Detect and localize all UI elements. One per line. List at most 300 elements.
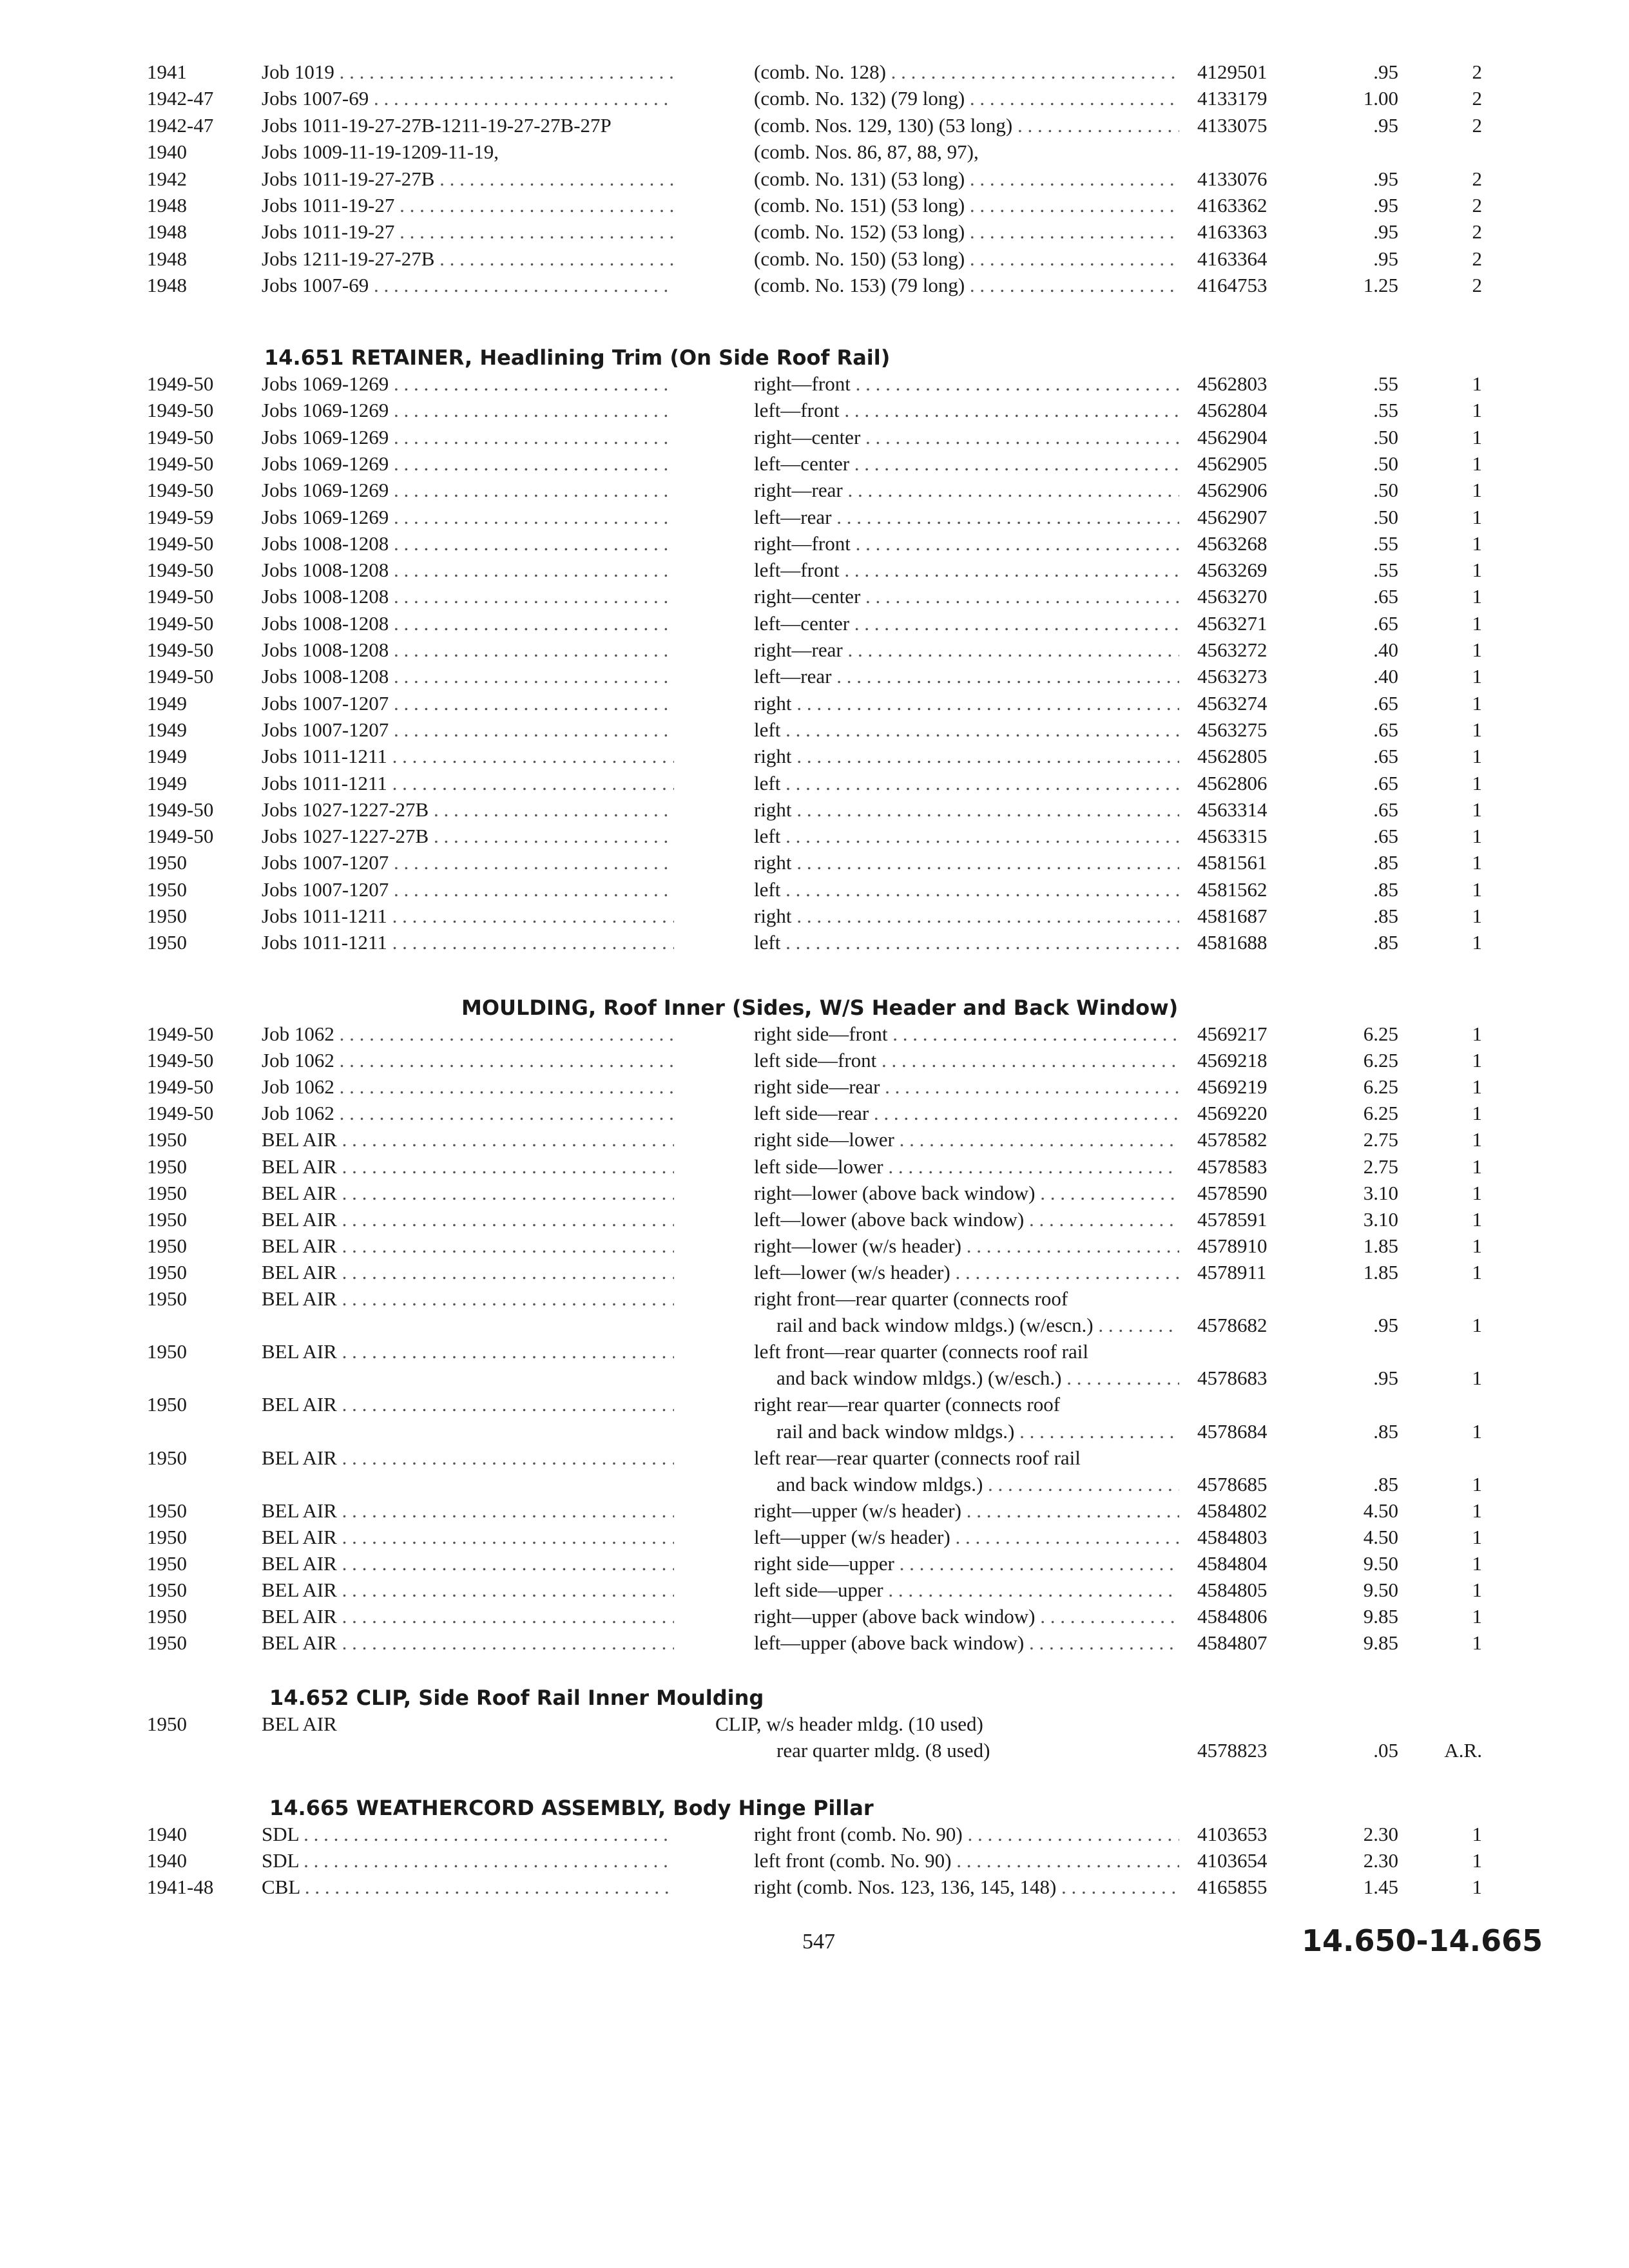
part-number-cell: 4581688: [1197, 931, 1268, 954]
year-cell: 1949-50: [147, 639, 214, 661]
part-number-cell: 4165855: [1197, 1876, 1268, 1898]
price-cell: .65: [1373, 798, 1398, 821]
table-row: [0, 1498, 1629, 1524]
year-cell: 1950: [147, 931, 187, 954]
table-row: [0, 637, 1629, 663]
job-cell: Jobs 1011-19-27 . . .: [262, 219, 674, 245]
section-range: 14.650-14.665: [1302, 1923, 1543, 1958]
job-cell: BEL AIR . . .: [262, 1604, 674, 1629]
year-cell: 1950: [147, 878, 187, 901]
table-row: [0, 1577, 1629, 1603]
quantity-cell: 1: [1472, 1181, 1482, 1204]
table-row: [0, 1821, 1629, 1847]
table-row: [0, 691, 1629, 716]
application-cell: right . . .: [754, 850, 1179, 876]
table-row: [0, 1021, 1629, 1047]
price-cell: .40: [1373, 665, 1398, 688]
table-row: [0, 246, 1629, 272]
price-cell: 9.50: [1363, 1552, 1398, 1575]
table-row: [0, 113, 1629, 139]
quantity-cell: 1: [1472, 771, 1482, 794]
year-cell: 1949: [147, 718, 187, 741]
price-cell: 3.10: [1363, 1181, 1398, 1204]
application-cell: right side—front . . .: [754, 1021, 1179, 1047]
application-cell: left side—lower . . .: [754, 1154, 1179, 1180]
price-cell: .50: [1373, 479, 1398, 502]
part-number-cell: 4563273: [1197, 665, 1268, 688]
quantity-cell: 1: [1472, 1823, 1482, 1845]
table-row-continued: [0, 1472, 1629, 1497]
price-cell: 4.50: [1363, 1499, 1398, 1522]
quantity-cell: 1: [1472, 718, 1482, 741]
application-cell: right—rear . . .: [754, 477, 1179, 503]
job-cell: Jobs 1008-1208 . . .: [262, 611, 674, 637]
application-cell: left . . .: [754, 717, 1179, 743]
job-cell: BEL AIR . . .: [262, 1260, 674, 1285]
price-cell: 1.00: [1363, 87, 1398, 110]
table-row: [0, 1551, 1629, 1577]
quantity-cell: 1: [1472, 585, 1482, 608]
part-number-cell: 4584806: [1197, 1605, 1268, 1628]
application-cell: left—rear . . .: [754, 505, 1179, 530]
table-row: [0, 664, 1629, 689]
table-row: [0, 1286, 1629, 1312]
year-cell: 1941: [147, 61, 187, 83]
part-number-cell: 4581562: [1197, 878, 1268, 901]
table-row: [0, 1207, 1629, 1233]
application-cell: right rear—rear quarter (connects roof: [754, 1393, 1061, 1416]
application-cell: left . . .: [754, 823, 1179, 849]
quantity-cell: 1: [1472, 798, 1482, 821]
application-cell: left side—front . . .: [754, 1048, 1179, 1073]
part-number-cell: 4569220: [1197, 1102, 1268, 1125]
year-cell: 1950: [147, 1605, 187, 1628]
job-cell: Jobs 1007-69 . . .: [262, 273, 674, 298]
year-cell: 1950: [147, 905, 187, 927]
table-row-continued: [0, 1312, 1629, 1338]
part-number-cell: 4133179: [1197, 87, 1268, 110]
year-cell: 1948: [147, 194, 187, 216]
application-cell: left—lower (w/s header) . . .: [754, 1260, 1179, 1285]
price-cell: 2.30: [1363, 1849, 1398, 1872]
application-cell: left—upper (w/s header) . . .: [754, 1524, 1179, 1550]
application-cell: (comb. No. 152) (53 long) . . .: [754, 219, 1179, 245]
application-cell: right . . .: [754, 797, 1179, 823]
application-cell: (comb. No. 153) (79 long) . . .: [754, 273, 1179, 298]
year-cell: 1950: [147, 1446, 187, 1469]
part-number-cell: 4133075: [1197, 113, 1268, 137]
price-cell: .55: [1373, 532, 1398, 555]
quantity-cell: 1: [1472, 1234, 1482, 1257]
application-cell: right side—lower . . .: [754, 1127, 1179, 1153]
year-cell: 1949: [147, 745, 187, 768]
application-cell: right (comb. Nos. 123, 136, 145, 148) . . .: [754, 1874, 1179, 1900]
job-cell: BEL AIR . . .: [262, 1551, 674, 1577]
quantity-cell: 1: [1472, 1525, 1482, 1548]
application-cell: left—front . . .: [754, 557, 1179, 583]
table-row: [0, 1524, 1629, 1550]
price-cell: .55: [1373, 372, 1398, 395]
part-number-cell: 4569218: [1197, 1049, 1268, 1072]
application-cell: right—lower (w/s header) . . .: [754, 1233, 1179, 1259]
year-cell: 1949-59: [147, 505, 214, 528]
section-heading-14-651: 14.651 RETAINER, Headlining Trim (On Side Roof Rail): [264, 345, 891, 370]
quantity-cell: 1: [1472, 452, 1482, 475]
price-cell: .65: [1373, 585, 1398, 608]
application-cell: left . . .: [754, 877, 1179, 903]
job-cell: BEL AIR . . .: [262, 1498, 674, 1524]
year-cell: 1942: [147, 167, 187, 190]
application-cell: left side—rear . . .: [754, 1100, 1179, 1126]
table-row: [0, 59, 1629, 85]
application-cell: (comb. No. 128) . . .: [754, 59, 1179, 85]
job-cell: Job 1062 . . .: [262, 1074, 674, 1100]
year-cell: 1950: [147, 1393, 187, 1416]
price-cell: 2.75: [1363, 1155, 1398, 1178]
quantity-cell: 1: [1472, 1023, 1482, 1045]
price-cell: 3.10: [1363, 1207, 1398, 1231]
job-cell: Jobs 1011-19-27 . . .: [262, 193, 674, 218]
job-cell: Jobs 1211-19-27-27B . . .: [262, 246, 674, 272]
year-cell: 1949-50: [147, 611, 214, 635]
application-cell: right front—rear quarter (connects roof: [754, 1287, 1068, 1310]
table-row: [0, 1048, 1629, 1073]
job-cell: Job 1019 . . .: [262, 59, 674, 85]
job-cell: Jobs 1069-1269 . . .: [262, 451, 674, 477]
table-row: [0, 903, 1629, 929]
quantity-cell: 1: [1472, 425, 1482, 448]
job-cell: SDL . . .: [262, 1848, 674, 1874]
price-cell: 1.85: [1363, 1260, 1398, 1283]
quantity-cell: 1: [1472, 372, 1482, 395]
price-cell: .95: [1373, 1314, 1398, 1337]
part-number-cell: 4581561: [1197, 851, 1268, 874]
price-cell: .65: [1373, 825, 1398, 848]
table-row: [0, 1074, 1629, 1100]
job-cell: BEL AIR . . .: [262, 1207, 674, 1233]
part-number-cell: 4578583: [1197, 1155, 1268, 1178]
table-row: [0, 771, 1629, 796]
price-cell: .95: [1373, 1367, 1398, 1390]
price-cell: .85: [1373, 1472, 1398, 1495]
job-cell: BEL AIR . . .: [262, 1630, 674, 1656]
job-cell: BEL AIR . . .: [262, 1154, 674, 1180]
price-cell: 4.50: [1363, 1525, 1398, 1548]
part-number-cell: 4581687: [1197, 905, 1268, 927]
price-cell: 1.25: [1363, 274, 1398, 297]
application-cell: right side—upper . . .: [754, 1551, 1179, 1577]
year-cell: 1950: [147, 1207, 187, 1231]
table-row: [0, 1100, 1629, 1126]
application-cell: (comb. No. 151) (53 long) . . .: [754, 193, 1179, 218]
job-cell: BEL AIR . . .: [262, 1127, 674, 1153]
year-cell: 1950: [147, 1128, 187, 1151]
table-row: [0, 1848, 1629, 1874]
price-cell: .50: [1373, 505, 1398, 528]
part-number-cell: 4584803: [1197, 1525, 1268, 1548]
part-number-cell: 4562805: [1197, 745, 1268, 768]
table-row: [0, 505, 1629, 530]
part-number-cell: 4163364: [1197, 247, 1268, 270]
year-cell: 1949-50: [147, 665, 214, 688]
section-heading-14-665: 14.665 WEATHERCORD ASSEMBLY, Body Hinge Pillar: [269, 1796, 874, 1820]
year-cell: 1949-50: [147, 425, 214, 448]
table-row: [0, 877, 1629, 903]
job-cell: BEL AIR . . .: [262, 1524, 674, 1550]
job-cell: SDL . . .: [262, 1821, 674, 1847]
quantity-cell: 1: [1472, 1314, 1482, 1337]
quantity-cell: 2: [1472, 61, 1482, 83]
application-cell-continued: rear quarter mldg. (8 used): [776, 1739, 990, 1762]
year-cell: 1949-50: [147, 452, 214, 475]
job-cell: Job 1062 . . .: [262, 1100, 674, 1126]
year-cell: 1940: [147, 140, 187, 164]
part-number-cell: 4578682: [1197, 1314, 1268, 1337]
quantity-cell: 1: [1472, 1499, 1482, 1522]
year-cell: 1949: [147, 771, 187, 794]
job-cell: CBL . . .: [262, 1874, 674, 1900]
price-cell: .85: [1373, 1419, 1398, 1443]
price-cell: .95: [1373, 113, 1398, 137]
table-row-continued: [0, 1419, 1629, 1445]
year-cell: 1940: [147, 1823, 187, 1845]
price-cell: 1.85: [1363, 1234, 1398, 1257]
quantity-cell: 1: [1472, 1472, 1482, 1495]
price-cell: .85: [1373, 851, 1398, 874]
job-cell: Jobs 1011-19-27-27B-1211-19-27-27B-27P: [262, 113, 612, 137]
part-number-cell: 4584807: [1197, 1631, 1268, 1655]
application-cell: left—front . . .: [754, 398, 1179, 423]
part-number-cell: 4164753: [1197, 274, 1268, 297]
job-cell: Jobs 1069-1269 . . .: [262, 425, 674, 450]
price-cell: .95: [1373, 247, 1398, 270]
job-cell: Jobs 1008-1208 . . .: [262, 557, 674, 583]
year-cell: 1948: [147, 274, 187, 297]
table-row: [0, 273, 1629, 298]
application-cell: right front (comb. No. 90) . . .: [754, 1821, 1179, 1847]
price-cell: .05: [1373, 1739, 1398, 1762]
job-cell: BEL AIR . . .: [262, 1233, 674, 1259]
application-cell: right—rear . . .: [754, 637, 1179, 663]
job-cell: Jobs 1009-11-19-1209-11-19,: [262, 140, 499, 164]
price-cell: .55: [1373, 559, 1398, 582]
table-row: [0, 1604, 1629, 1629]
part-number-cell: 4563268: [1197, 532, 1268, 555]
year-cell: 1949-50: [147, 798, 214, 821]
price-cell: .95: [1373, 61, 1398, 83]
price-cell: .50: [1373, 425, 1398, 448]
quantity-cell: 1: [1472, 479, 1482, 502]
application-cell: left—lower (above back window) . . .: [754, 1207, 1179, 1233]
application-cell: right—front . . .: [754, 371, 1179, 397]
part-number-cell: 4569217: [1197, 1023, 1268, 1045]
job-cell: Jobs 1008-1208 . . .: [262, 664, 674, 689]
job-cell: Jobs 1007-1207 . . .: [262, 877, 674, 903]
table-row: [0, 717, 1629, 743]
quantity-cell: 2: [1472, 167, 1482, 190]
part-number-cell: 4563271: [1197, 611, 1268, 635]
quantity-cell: 1: [1472, 1102, 1482, 1125]
price-cell: .95: [1373, 220, 1398, 244]
part-number-cell: 4563315: [1197, 825, 1268, 848]
table-row: [0, 584, 1629, 610]
price-cell: .85: [1373, 878, 1398, 901]
job-cell: Jobs 1007-69 . . .: [262, 86, 674, 111]
quantity-cell: 1: [1472, 559, 1482, 582]
quantity-cell: 1: [1472, 1631, 1482, 1655]
quantity-cell: 1: [1472, 905, 1482, 927]
price-cell: 6.25: [1363, 1075, 1398, 1099]
year-cell: 1950: [147, 1499, 187, 1522]
quantity-cell: 1: [1472, 1579, 1482, 1602]
year-cell: 1949-50: [147, 1075, 214, 1099]
year-cell: 1949-50: [147, 1023, 214, 1045]
year-cell: 1950: [147, 1287, 187, 1310]
quantity-cell: 1: [1472, 611, 1482, 635]
quantity-cell: 2: [1472, 87, 1482, 110]
part-number-cell: 4103654: [1197, 1849, 1268, 1872]
year-cell: 1949-50: [147, 559, 214, 582]
job-cell: BEL AIR . . .: [262, 1180, 674, 1206]
job-cell: Jobs 1008-1208 . . .: [262, 584, 674, 610]
job-cell: Jobs 1011-1211 . . .: [262, 930, 674, 956]
part-number-cell: 4562803: [1197, 372, 1268, 395]
price-cell: .55: [1373, 399, 1398, 422]
quantity-cell: 1: [1472, 1552, 1482, 1575]
job-cell: Jobs 1011-1211 . . .: [262, 771, 674, 796]
application-cell: right . . .: [754, 903, 1179, 929]
application-cell: right—front . . .: [754, 531, 1179, 557]
job-cell: BEL AIR . . .: [262, 1392, 674, 1418]
part-number-cell: 4562906: [1197, 479, 1268, 502]
quantity-cell: 1: [1472, 399, 1482, 422]
application-cell: left side—upper . . .: [754, 1577, 1179, 1603]
price-cell: .65: [1373, 745, 1398, 768]
table-row: [0, 398, 1629, 423]
job-cell: Job 1062 . . .: [262, 1048, 674, 1073]
section-heading-moulding: MOULDING, Roof Inner (Sides, W/S Header and Back Window): [461, 995, 1179, 1020]
application-cell-continued: rail and back window mldgs.) (w/escn.) . . .: [776, 1312, 1179, 1338]
part-number-cell: 4133076: [1197, 167, 1268, 190]
quantity-cell: 2: [1472, 113, 1482, 137]
part-number-cell: 4163363: [1197, 220, 1268, 244]
year-cell: 1950: [147, 1631, 187, 1655]
year-cell: 1942-47: [147, 87, 214, 110]
price-cell: 9.85: [1363, 1631, 1398, 1655]
part-number-cell: 4578685: [1197, 1472, 1268, 1495]
table-row-continued: [0, 1365, 1629, 1391]
part-number-cell: 4163362: [1197, 194, 1268, 216]
job-cell: Jobs 1069-1269 . . .: [262, 505, 674, 530]
price-cell: .95: [1373, 167, 1398, 190]
year-cell: 1940: [147, 1849, 187, 1872]
application-cell: left—rear . . .: [754, 664, 1179, 689]
application-cell-continued: rail and back window mldgs.) . . .: [776, 1419, 1179, 1445]
job-cell: Jobs 1007-1207 . . .: [262, 850, 674, 876]
part-number-cell: 4562904: [1197, 425, 1268, 448]
table-row: [0, 1154, 1629, 1180]
year-cell: 1950: [147, 1181, 187, 1204]
application-cell: left—center . . .: [754, 451, 1179, 477]
quantity-cell: 1: [1472, 851, 1482, 874]
part-number-cell: 4578590: [1197, 1181, 1268, 1204]
year-cell: 1949-50: [147, 585, 214, 608]
table-row: [0, 1392, 1629, 1418]
application-cell: right—lower (above back window) . . .: [754, 1180, 1179, 1206]
year-cell: 1950: [147, 1155, 187, 1178]
part-number-cell: 4129501: [1197, 61, 1268, 83]
table-row: [0, 425, 1629, 450]
year-cell: 1949-50: [147, 532, 214, 555]
quantity-cell: 1: [1472, 1155, 1482, 1178]
part-number-cell: 4103653: [1197, 1823, 1268, 1845]
part-number-cell: 4562907: [1197, 505, 1268, 528]
job-cell: BEL AIR: [262, 1713, 337, 1735]
quantity-cell: 1: [1472, 639, 1482, 661]
price-cell: .50: [1373, 452, 1398, 475]
year-cell: 1949-50: [147, 1102, 214, 1125]
year-cell: 1950: [147, 1525, 187, 1548]
part-number-cell: 4578910: [1197, 1234, 1268, 1257]
part-number-cell: 4584802: [1197, 1499, 1268, 1522]
part-number-cell: 4578591: [1197, 1207, 1268, 1231]
application-cell: (comb. No. 150) (53 long) . . .: [754, 246, 1179, 272]
quantity-cell: 1: [1472, 665, 1482, 688]
table-row: [0, 1445, 1629, 1471]
part-number-cell: 4563314: [1197, 798, 1268, 821]
year-cell: 1949-50: [147, 479, 214, 502]
part-number-cell: 4578823: [1197, 1739, 1268, 1762]
quantity-cell: 2: [1472, 274, 1482, 297]
part-number-cell: 4584805: [1197, 1579, 1268, 1602]
quantity-cell: 1: [1472, 825, 1482, 848]
table-row: [0, 611, 1629, 637]
part-number-cell: 4563270: [1197, 585, 1268, 608]
table-row: [0, 1180, 1629, 1206]
quantity-cell: 1: [1472, 1128, 1482, 1151]
price-cell: .65: [1373, 611, 1398, 635]
quantity-cell: 1: [1472, 1075, 1482, 1099]
quantity-cell: 2: [1472, 194, 1482, 216]
job-cell: Jobs 1007-1207 . . .: [262, 717, 674, 743]
table-row: [0, 193, 1629, 218]
year-cell: 1950: [147, 1713, 187, 1735]
application-cell: right . . .: [754, 691, 1179, 716]
job-cell: BEL AIR . . .: [262, 1445, 674, 1471]
quantity-cell: 1: [1472, 1419, 1482, 1443]
quantity-cell: 1: [1472, 532, 1482, 555]
year-cell: 1949-50: [147, 399, 214, 422]
price-cell: .95: [1373, 194, 1398, 216]
table-row: [0, 166, 1629, 192]
year-cell: 1949-50: [147, 372, 214, 395]
table-row: [0, 139, 1629, 165]
price-cell: 2.75: [1363, 1128, 1398, 1151]
job-cell: Jobs 1027-1227-27B . . .: [262, 823, 674, 849]
year-cell: 1950: [147, 1579, 187, 1602]
application-cell: (comb. No. 132) (79 long) . . .: [754, 86, 1179, 111]
application-cell: left—upper (above back window) . . .: [754, 1630, 1179, 1656]
part-number-cell: 4578683: [1197, 1367, 1268, 1390]
table-row: [0, 1874, 1629, 1900]
year-cell: 1950: [147, 1340, 187, 1363]
job-cell: Job 1062 . . .: [262, 1021, 674, 1047]
page-number: 547: [802, 1930, 835, 1954]
price-cell: .65: [1373, 771, 1398, 794]
year-cell: 1948: [147, 220, 187, 244]
application-cell: left front (comb. No. 90) . . .: [754, 1848, 1179, 1874]
table-row: [0, 451, 1629, 477]
